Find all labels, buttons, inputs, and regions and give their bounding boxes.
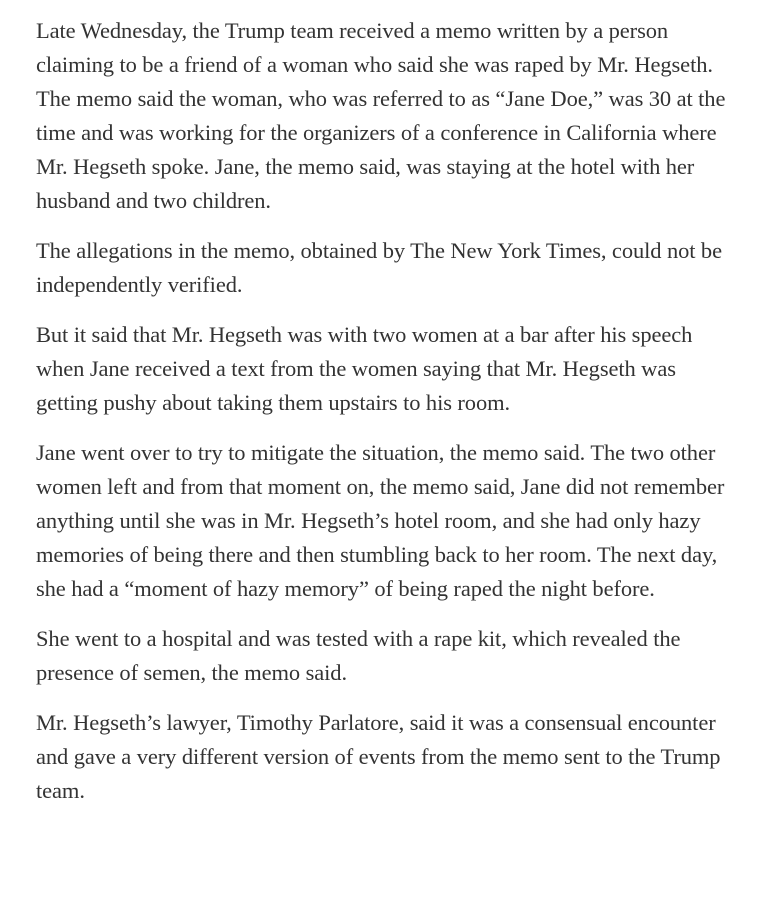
article-paragraph: The allegations in the memo, obtained by The New York Times, could not be independently verified. [36,238,722,297]
article-paragraph: Late Wednesday, the Trump team received a memo written by a person claiming to be a friend of a woman who said she was raped by Mr. Hegseth. The memo said the woman, who was referred to as “Jane Doe,” was 30 at the time and was working for the organizers of a conference in California where Mr. Hegseth spoke. Jane, the memo said, was staying at the hotel with her husband and two children. [36,18,726,213]
article-paragraph: Mr. Hegseth’s lawyer, Timothy Parlatore, said it was a consensual encounter and gave a very different version of events from the memo sent to the Trump team. [36,710,721,803]
article-paragraph: Jane went over to try to mitigate the situation, the memo said. The two other women left and from that moment on, the memo said, Jane did not remember anything until she was in Mr. Hegseth’s hotel room, and she had only hazy memories of being there and then stumbling back to her room. The next day, she had a “moment of hazy memory” of being raped the night before. [36,440,725,601]
article-paragraph: She went to a hospital and was tested with a rape kit, which revealed the presence of semen, the memo said. [36,626,681,685]
article-paragraph: But it said that Mr. Hegseth was with two women at a bar after his speech when Jane received a text from the women saying that Mr. Hegseth was getting pushy about taking them upstairs to his room. [36,322,693,415]
